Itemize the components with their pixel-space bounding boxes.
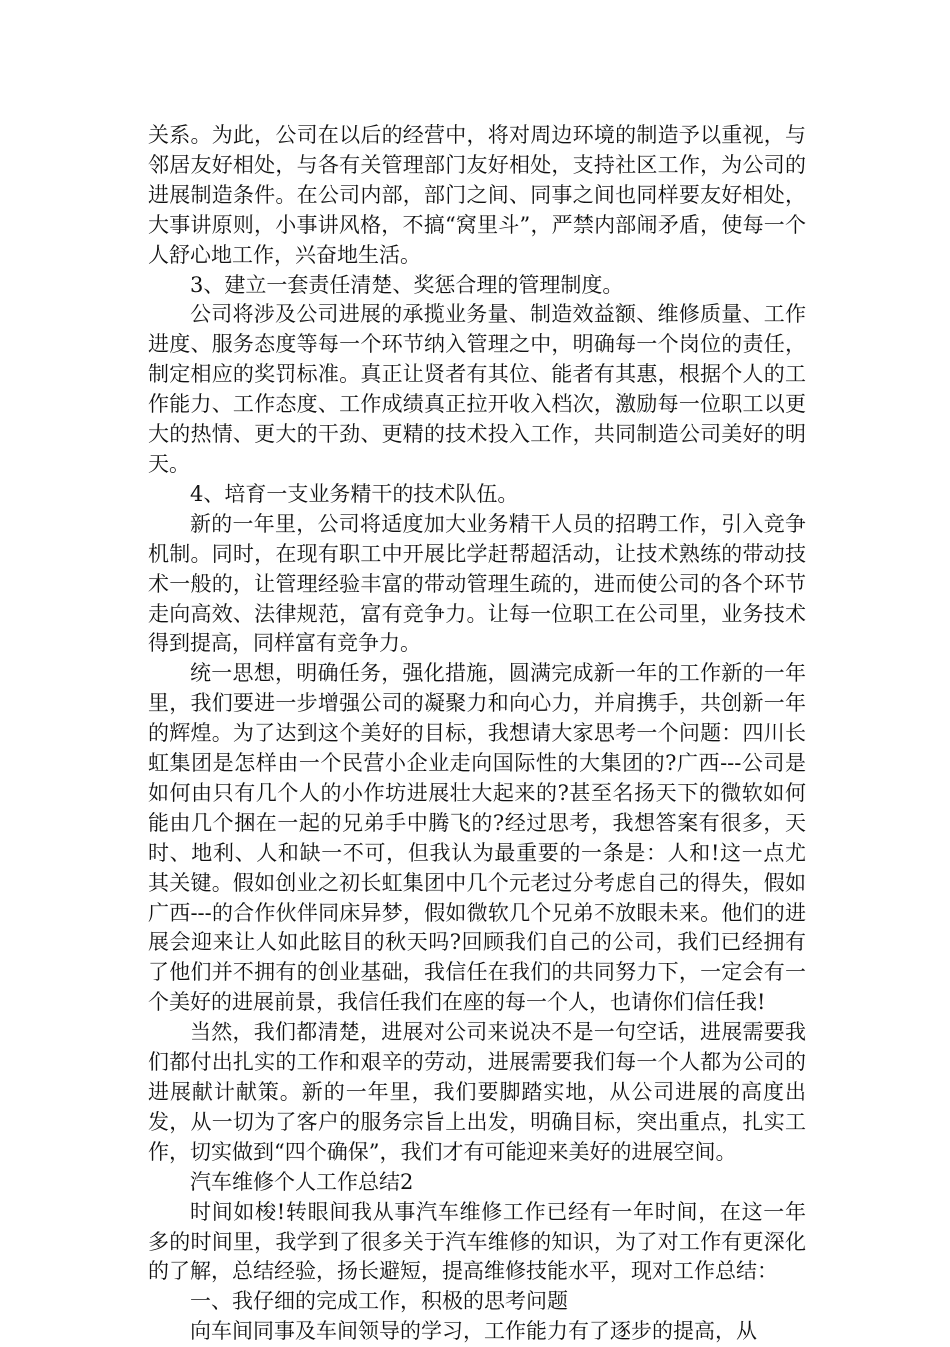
paragraph-6: 统一思想，明确任务，强化措施，圆满完成新一年的工作新的一年里，我们要进一步增强公司的凝聚力和向心力，并肩携手，共创新一年的辉煌。为了达到这个美好的目标，我想请大家思考一个问题：四川长虹集团是怎样由一个民营小企业走向国际性的大集团的?广西---公司是如何由只有几个人的小作坊进展壮大起来的?甚至名扬天下的微软如何能由几个捆在一起的兄弟手中腾飞的?经过思考，我想答案有很多，天时、地利、人和缺一不可，但我认为最重要的一条是：人和!这一点尤其关键。假如创业之初长虹集团中几个元老过分考虑自己的得失，假如广西---的合作伙伴同床异梦，假如微软几个兄弟不放眼未来。他们的进展会迎来让人如此眩目的秋天吗?回顾我们自己的公司，我们已经拥有了他们并不拥有的创业基础，我信任在我们的共同努力下，一定会有一个美好的进展前景，我信任我们在座的每一个人，也请你们信任我!: [148, 661, 806, 1015]
document-body: [148, 121, 806, 1347]
paragraph-11: 向车间同事及车间领导的学习，工作能力有了逐步的提高，从: [190, 1319, 757, 1344]
paragraph-9: 时间如梭!转眼间我从事汽车维修工作已经有一年时间，在这一年多的时间里，我学到了很多关于汽车维修的知识，为了对工作有更深化的了解，总结经验，扬长避短，提高维修技能水平，现对工作总结：: [148, 1199, 806, 1284]
paragraph-5: 新的一年里，公司将适度加大业务精干人员的招聘工作，引入竞争机制。同时，在现有职工中开展比学赶帮超活动，让技术熟练的带动技术一般的，让管理经验丰富的带动管理生疏的，进而使公司的各个环节走向高效、法律规范，富有竞争力。让每一位职工在公司里，业务技术得到提高，同样富有竞争力。: [148, 511, 806, 656]
paragraph-3: 公司将涉及公司进展的承揽业务量、制造效益额、维修质量、工作进度、服务态度等每一个环节纳入管理之中，明确每一个岗位的责任，制定相应的奖罚标准。真正让贤者有其位、能者有其惠，根据个人的工作能力、工作态度、工作成绩真正拉开收入档次，激励每一位职工以更大的热情、更大的干劲、更精的技术投入工作，共同制造公司美好的明天。: [148, 302, 806, 476]
paragraph-2: 3、建立一套责任清楚、奖惩合理的管理制度。: [190, 272, 624, 297]
section-heading: 汽车维修个人工作总结2: [190, 1169, 414, 1194]
paragraph-1: 关系。为此，公司在以后的经营中，将对周边环境的制造予以重视，与邻居友好相处，与各有关管理部门友好相处，支持社区工作，为公司的进展制造条件。在公司内部，部门之间、同事之间也同样要友好相处，大事讲原则，小事讲风格，不搞“窝里斗”，严禁内部闹矛盾，使每一个人舒心地工作，兴奋地生活。: [148, 123, 806, 267]
paragraph-10: 一、我仔细的完成工作，积极的思考问题: [190, 1289, 568, 1314]
paragraph-4: 4、培育一支业务精干的技术队伍。: [190, 481, 519, 506]
paragraph-7: 当然，我们都清楚，进展对公司来说决不是一句空话，进展需要我们都付出扎实的工作和艰辛的劳动，进展需要我们每一个人都为公司的进展献计献策。新的一年里，我们要脚踏实地，从公司进展的高度出发，从一切为了客户的服务宗旨上出发，明确目标，突出重点，扎实工作，切实做到“四个确保”，我们才有可能迎来美好的进展空间。: [148, 1020, 806, 1164]
